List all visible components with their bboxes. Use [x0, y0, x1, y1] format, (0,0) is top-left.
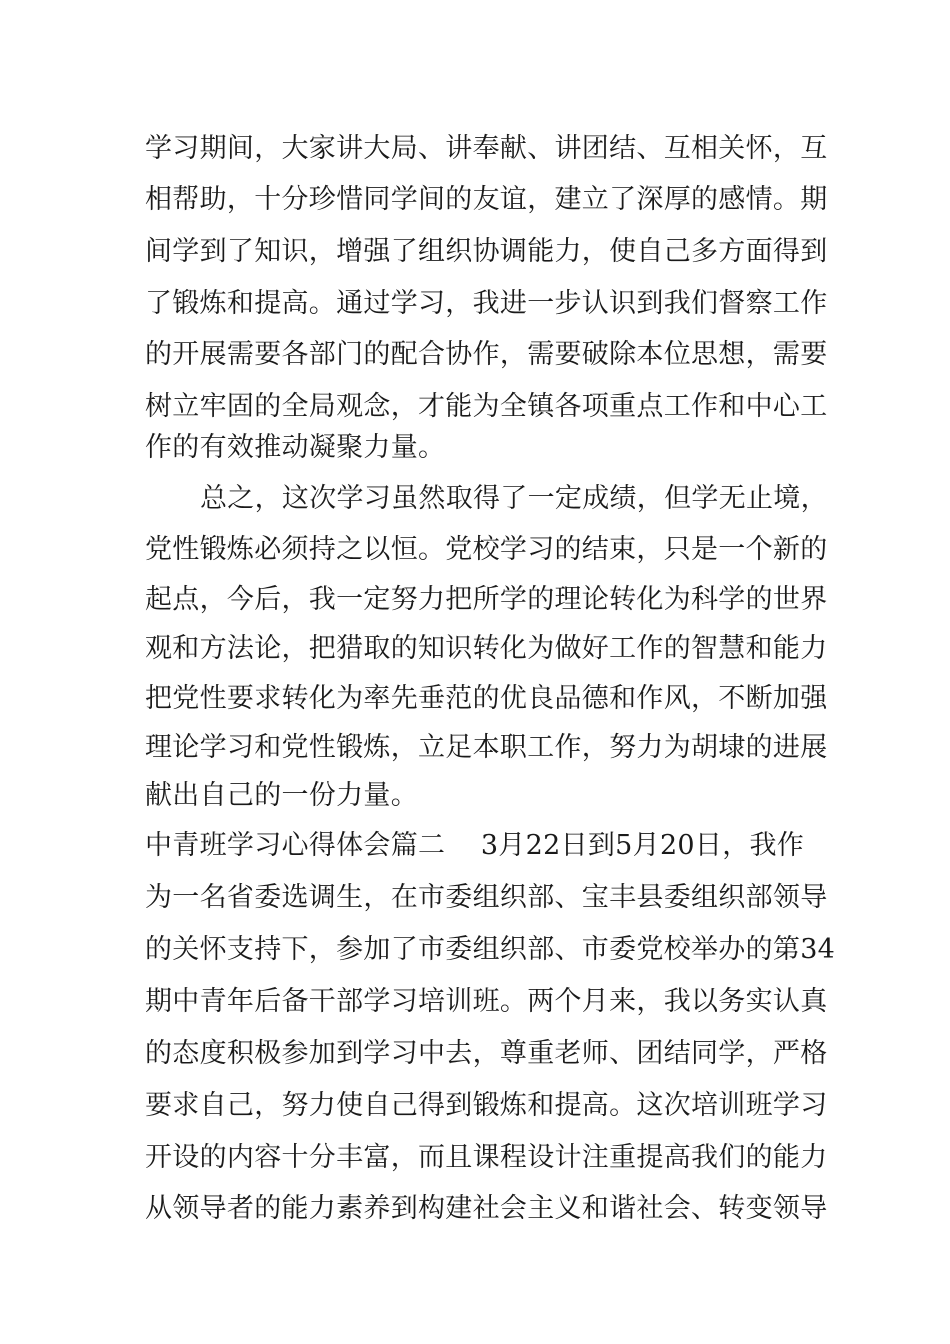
- text-line: 的关怀支持下，参加了市委组织部、市委党校举办的第34: [145, 934, 836, 965]
- text-line: 作的有效推动凝聚力量。: [145, 432, 446, 463]
- text-line: 起点，今后，我一定努力把所学的理论转化为科学的世界: [145, 584, 828, 615]
- text-line: 党性锻炼必须持之以恒。党校学习的结束，只是一个新的: [145, 534, 828, 565]
- text-line: 相帮助，十分珍惜同学间的友谊，建立了深厚的感情。期: [145, 184, 828, 215]
- text-line: 的态度积极参加到学习中去，尊重老师、团结同学，严格: [145, 1038, 828, 1069]
- text-line: 把党性要求转化为率先垂范的优良品德和作风，不断加强: [145, 683, 828, 714]
- text-line: 要求自己，努力使自己得到锻炼和提高。这次培训班学习: [145, 1090, 828, 1121]
- text-line: 为一名省委选调生，在市委组织部、宝丰县委组织部领导: [145, 882, 828, 913]
- text-line: 期中青年后备干部学习培训班。两个月来，我以务实认真: [145, 986, 828, 1017]
- text-line: 观和方法论，把猎取的知识转化为做好工作的智慧和能力: [145, 633, 828, 664]
- text-line: 学习期间，大家讲大局、讲奉献、讲团结、互相关怀，互: [145, 133, 828, 164]
- text-line: 了锻炼和提高。通过学习，我进一步认识到我们督察工作: [145, 288, 828, 319]
- text-line: 的开展需要各部门的配合协作，需要破除本位思想，需要: [145, 339, 828, 370]
- text-line: 理论学习和党性锻炼，立足本职工作，努力为胡埭的进展: [145, 732, 828, 763]
- text-line: 树立牢固的全局观念，才能为全镇各项重点工作和中心工: [145, 391, 828, 422]
- text-line: 献出自己的一份力量。: [145, 780, 418, 811]
- section-heading-line: 中青班学习心得体会篇二 3月22日到5月20日，我作: [145, 830, 805, 861]
- text-line: 开设的内容十分丰富，而且课程设计注重提高我们的能力: [145, 1142, 828, 1173]
- paragraph-first-line: 总之，这次学习虽然取得了一定成绩，但学无止境，: [200, 483, 828, 514]
- text-line: 从领导者的能力素养到构建社会主义和谐社会、转变领导: [145, 1193, 828, 1224]
- text-line: 间学到了知识，增强了组织协调能力，使自己多方面得到: [145, 236, 828, 267]
